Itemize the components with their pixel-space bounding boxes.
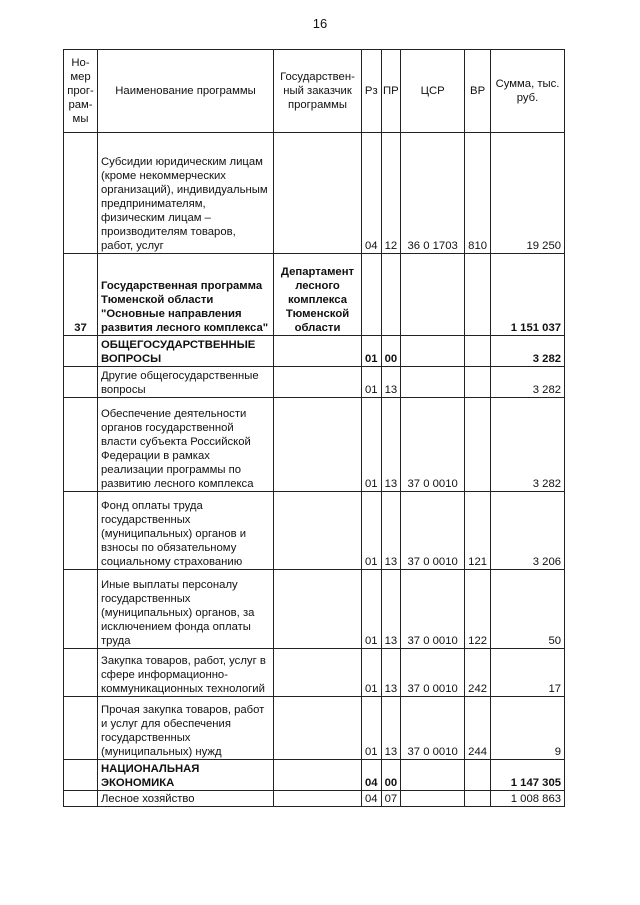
csr-code: [401, 367, 465, 398]
table-row-section: [64, 760, 565, 791]
rz-code: 04: [362, 791, 382, 807]
amount: 1 147 305: [491, 760, 565, 791]
pr-code: 13: [381, 697, 401, 760]
csr-code: [401, 336, 465, 367]
customer: [274, 398, 362, 492]
vr-code: [465, 791, 491, 807]
program-number: 37: [64, 254, 98, 336]
csr-code: 37 0 0010: [401, 649, 465, 697]
rz-code: 01: [362, 492, 382, 570]
program-name: НАЦИОНАЛЬНАЯ ЭКОНОМИКА: [98, 760, 274, 791]
table-row-section: [64, 336, 565, 367]
pr-code: 13: [381, 649, 401, 697]
customer: [274, 791, 362, 807]
customer: [274, 649, 362, 697]
csr-code: 36 0 1703: [401, 133, 465, 254]
pr-code: [381, 254, 401, 336]
program-name: Другие общегосударственные вопросы: [98, 367, 274, 398]
pr-code: 13: [381, 570, 401, 649]
amount: 3 282: [491, 367, 565, 398]
program-name: Государственная программа Тюменской области "Основные направления развития лесного комплекса": [98, 254, 274, 336]
program-number: [64, 492, 98, 570]
program-name: Обеспечение деятельности органов государственной власти субъекта Российской Федерации в рамках реализации программы по развитию лесного комплекса: [98, 398, 274, 492]
header-program-name: Наименование программы: [98, 50, 274, 133]
table-row: [64, 133, 565, 254]
amount: 17: [491, 649, 565, 697]
program-number: [64, 649, 98, 697]
csr-code: 37 0 0010: [401, 570, 465, 649]
vr-code: 810: [465, 133, 491, 254]
amount: 9: [491, 697, 565, 760]
rz-code: 01: [362, 398, 382, 492]
amount: 1 008 863: [491, 791, 565, 807]
customer: [274, 570, 362, 649]
vr-code: 244: [465, 697, 491, 760]
amount: 19 250: [491, 133, 565, 254]
program-number: [64, 336, 98, 367]
table-row: [64, 492, 565, 570]
rz-code: [362, 254, 382, 336]
table-row: [64, 398, 565, 492]
vr-code: [465, 398, 491, 492]
vr-code: 242: [465, 649, 491, 697]
program-number: [64, 398, 98, 492]
program-number: [64, 791, 98, 807]
csr-code: [401, 791, 465, 807]
customer: [274, 367, 362, 398]
customer: [274, 133, 362, 254]
table-header-row: [64, 50, 565, 133]
pr-code: 13: [381, 492, 401, 570]
rz-code: 01: [362, 649, 382, 697]
program-number: [64, 133, 98, 254]
pr-code: 00: [381, 336, 401, 367]
header-csr: ЦСР: [401, 50, 465, 133]
csr-code: 37 0 0010: [401, 492, 465, 570]
header-sum: Сумма, тыс. руб.: [491, 50, 565, 133]
table-row: [64, 791, 565, 807]
pr-code: 12: [381, 133, 401, 254]
program-number: [64, 570, 98, 649]
rz-code: 01: [362, 336, 382, 367]
program-name: ОБЩЕГОСУДАРСТВЕННЫЕ ВОПРОСЫ: [98, 336, 274, 367]
customer: Департамент лесного комплекса Тюменской области: [274, 254, 362, 336]
program-name: Прочая закупка товаров, работ и услуг для обеспечения государственных (муниципальных) нужд: [98, 697, 274, 760]
vr-code: [465, 254, 491, 336]
customer: [274, 760, 362, 791]
customer: [274, 336, 362, 367]
csr-code: [401, 254, 465, 336]
amount: 1 151 037: [491, 254, 565, 336]
customer: [274, 697, 362, 760]
vr-code: 122: [465, 570, 491, 649]
page-number: 16: [312, 16, 328, 31]
program-name: Иные выплаты персоналу государственных (муниципальных) органов, за исключением фонда оплаты труда: [98, 570, 274, 649]
program-number: [64, 760, 98, 791]
vr-code: 121: [465, 492, 491, 570]
csr-code: [401, 760, 465, 791]
table-row: [64, 367, 565, 398]
rz-code: 01: [362, 697, 382, 760]
csr-code: 37 0 0010: [401, 398, 465, 492]
rz-code: 04: [362, 760, 382, 791]
table-row-program: [64, 254, 565, 336]
pr-code: 13: [381, 398, 401, 492]
csr-code: 37 0 0010: [401, 697, 465, 760]
table-row: [64, 649, 565, 697]
amount: 3 206: [491, 492, 565, 570]
program-number: [64, 367, 98, 398]
budget-table: [63, 49, 565, 807]
header-rz: Рз: [362, 50, 382, 133]
table-row: [64, 697, 565, 760]
program-number: [64, 697, 98, 760]
amount: 3 282: [491, 398, 565, 492]
header-vr: ВР: [465, 50, 491, 133]
rz-code: 01: [362, 570, 382, 649]
rz-code: 01: [362, 367, 382, 398]
pr-code: 07: [381, 791, 401, 807]
program-name: Фонд оплаты труда государственных (муниципальных) органов и взносы по обязательному социальному страхованию: [98, 492, 274, 570]
program-name: Лесное хозяйство: [98, 791, 274, 807]
header-pr: ПР: [381, 50, 401, 133]
amount: 3 282: [491, 336, 565, 367]
program-name: Закупка товаров, работ, услуг в сфере информационно-коммуникационных технологий: [98, 649, 274, 697]
program-name: Субсидии юридическим лицам (кроме некоммерческих организаций), индивидуальным предпринимателям, физическим лицам – производителям товаров, работ, услуг: [98, 133, 274, 254]
amount: 50: [491, 570, 565, 649]
pr-code: 13: [381, 367, 401, 398]
pr-code: 00: [381, 760, 401, 791]
vr-code: [465, 336, 491, 367]
customer: [274, 492, 362, 570]
table-row: [64, 570, 565, 649]
vr-code: [465, 367, 491, 398]
rz-code: 04: [362, 133, 382, 254]
header-program-number: Но-мер прог-рам-мы: [64, 50, 98, 133]
header-customer: Государствен-ный заказчик программы: [274, 50, 362, 133]
vr-code: [465, 760, 491, 791]
